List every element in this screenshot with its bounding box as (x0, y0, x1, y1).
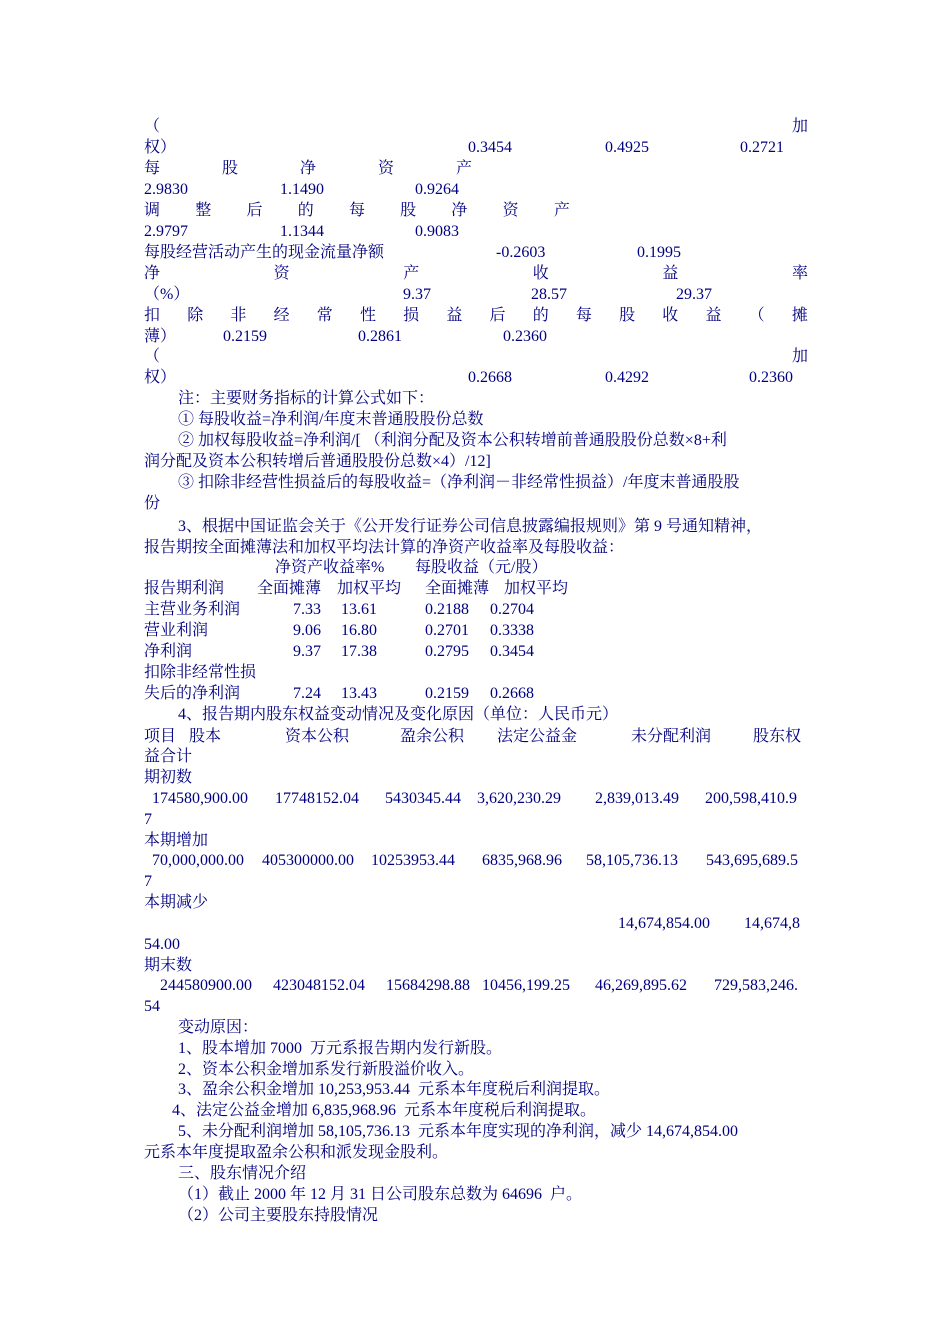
table-row: 营业利润 9.06 16.80 0.2701 0.3338 (144, 622, 534, 639)
table-row: 70,000,000.00 405300000.00 10253953.44 6835,968.96 58,105,736.13 543,695,689.5 (152, 852, 798, 869)
reason-line: 5、未分配利润增加 58,105,736.13 元系本年度实现的净利润，减少 14,674,854.00 (178, 1123, 739, 1140)
table-row: 失后的净利润 7.24 13.43 0.2159 0.2668 (144, 685, 534, 702)
paragraph: 报告期按全面摊薄法和加权平均法计算的净资产收益率及每股收益： (144, 539, 625, 556)
indicator-line: 2.9797 1.1344 0.9083 (144, 223, 459, 240)
section-title: 三、股东情况介绍 (178, 1165, 307, 1182)
paragraph: （2）公司主要股东持股情况 (178, 1207, 379, 1224)
table-row: 主营业务利润 7.33 13.61 0.2188 0.2704 (144, 601, 534, 618)
paragraph: 3、根据中国证监会关于《公开发行证券公司信息披露编报规则》第 9 号通知精神， (178, 518, 763, 535)
reasons-title: 变动原因： (178, 1019, 259, 1036)
reason-line: 4、法定公益金增加 6,835,968.96 元系本年度税后利润提取。 (172, 1102, 597, 1119)
table-row: 净利润 9.37 17.38 0.2795 0.3454 (144, 643, 534, 660)
table-row-label: 期初数 (144, 769, 193, 786)
indicator-line: 2.9830 1.1490 0.9264 (144, 181, 459, 198)
indicator-line: （ 加 (144, 348, 808, 365)
table-header: 报告期利润 全面摊薄 加权平均 全面摊薄 加权平均 (144, 580, 569, 597)
note-line: ② 加权每股收益=净利润/[ （利润分配及资本公积转增前普通股股份总数×8+利 (178, 432, 727, 449)
table-row-label: 期末数 (144, 957, 193, 974)
note-line: 份 (144, 495, 161, 512)
indicator-line: 扣 除 非 经 常 性 损 益 后 的 每 股 收 益 （ 摊 (144, 307, 808, 324)
indicator-line: 每股经营活动产生的现金流量净额 -0.2603 0.1995 (144, 244, 681, 261)
table-header: 项目 股本 资本公积 盈余公积 法定公益金 未分配利润 股东权 (144, 728, 802, 745)
table-header-wrap: 益合计 (144, 748, 193, 765)
table-header: 净资产收益率% 每股收益（元/股） (275, 559, 548, 576)
indicator-line: 调 整 后 的 每 股 净 资 产 (144, 202, 570, 219)
reason-line: 1、股本增加 7000 万元系报告期内发行新股。 (178, 1040, 503, 1057)
note-line: ③ 扣除非经营性损益后的每股收益=（净利润－非经常性损益）/年度末普通股股 (178, 474, 740, 491)
table-row-label: 本期减少 (144, 894, 209, 911)
note-line: 润分配及资本公积转增后普通股股份总数×4）/12] (144, 453, 491, 470)
reason-line: 3、盈余公积金增加 10,253,953.44 元系本年度税后利润提取。 (178, 1081, 611, 1098)
indicator-line: （%） 9.37 28.57 29.37 (144, 286, 712, 303)
table-row-label: 本期增加 (144, 832, 209, 849)
table-row: 244580900.00 423048152.04 15684298.88 10456,199.25 46,269,895.62 729,583,246. (160, 977, 798, 994)
note-line: ① 每股收益=净利润/年度末普通股股份总数 (178, 411, 484, 428)
table-row-label: 扣除非经常性损 (144, 664, 257, 681)
section-title: 4、报告期内股东权益变动情况及变化原因（单位：人民币元） (178, 706, 619, 723)
table-row: 14,674,854.00 14,674,8 (618, 915, 800, 932)
indicator-line: 每 股 净 资 产 (144, 160, 472, 177)
note-title: 注：主要财务指标的计算公式如下： (178, 390, 435, 407)
table-row-wrap: 54.00 (144, 936, 180, 953)
table-row-wrap: 7 (144, 873, 152, 890)
indicator-line: 净 资 产 收 益 率 (144, 265, 808, 282)
reason-line: 2、资本公积金增加系发行新股溢价收入。 (178, 1061, 475, 1078)
table-row-wrap: 7 (144, 811, 152, 828)
indicator-line: 权） 0.2668 0.4292 0.2360 (144, 369, 793, 386)
indicator-line: （ 加 (144, 118, 808, 135)
reason-line: 元系本年度提取盈余公积和派发现金股利。 (144, 1144, 449, 1161)
table-row-wrap: 54 (144, 998, 160, 1015)
table-row: 174580,900.00 17748152.04 5430345.44 3,620,230.29 2,839,013.49 200,598,410.9 (152, 790, 797, 807)
paragraph: （1）截止 2000 年 12 月 31 日公司股东总数为 64696 户。 (178, 1186, 583, 1203)
indicator-line: 薄） 0.2159 0.2861 0.2360 (144, 328, 547, 345)
indicator-line: 权） 0.3454 0.4925 0.2721 (144, 139, 784, 156)
